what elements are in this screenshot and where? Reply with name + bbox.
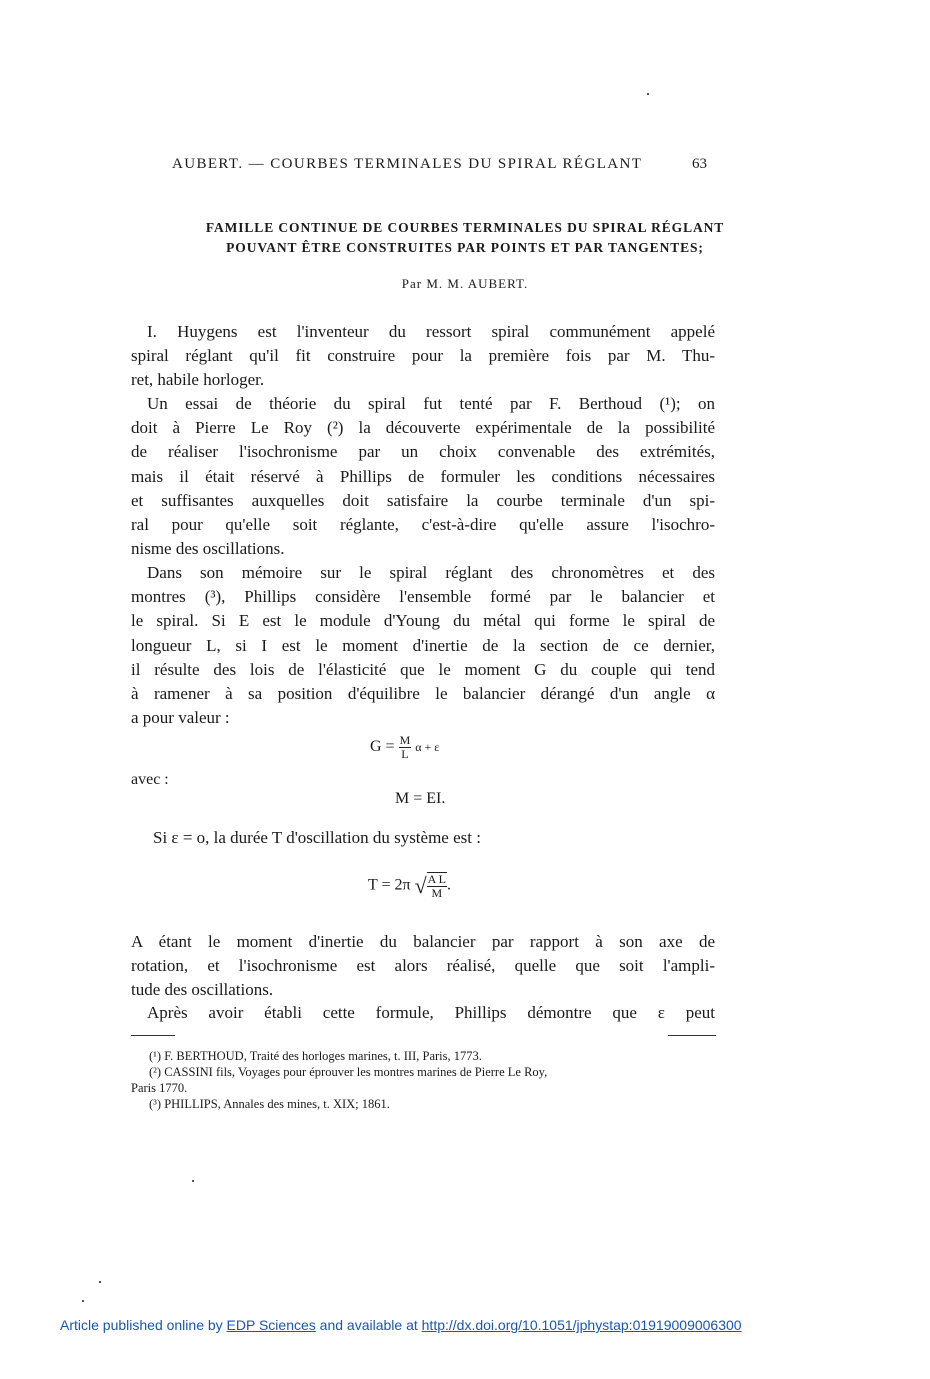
text-line: tude des oscillations. — [131, 980, 274, 1000]
fraction-denominator: L — [401, 747, 409, 761]
formula-g — [370, 734, 439, 761]
fraction-al-over-m — [427, 872, 447, 900]
footnote-3: (³) PHILLIPS, Annales des mines, t. XIX; 1861. — [149, 1097, 390, 1111]
footer-prefix: Article published online by — [60, 1317, 223, 1333]
text-line: Après avoir établi cette formule, Phillips démontre que ε peut — [147, 1003, 715, 1022]
sentence-si: Si ε = o, la durée T d'oscillation du système est : — [153, 828, 481, 847]
text-line: spiral réglant qu'il fit construire pour la première fois par M. Thu- — [131, 346, 715, 366]
text-line: longueur L, si I est le moment d'inertie de la section de ce dernier, — [131, 635, 715, 655]
text-line: mais il était réservé à Phillips de formuler les conditions nécessaires — [131, 466, 715, 486]
fraction-denominator: M — [431, 886, 443, 900]
avec-label: avec : — [131, 771, 169, 788]
formula-m: M = EI. — [395, 790, 446, 807]
text-line: I. Huygens est l'inventeur du ressort spiral communément appelé — [147, 322, 715, 341]
footnote-rule-right — [668, 1035, 716, 1036]
footnote-1: (¹) F. BERTHOUD, Traité des horloges marines, t. III, Paris, 1773. — [149, 1049, 482, 1063]
paragraph-1 — [131, 320, 715, 393]
text-line: A étant le moment d'inertie du balancier par rapport à son axe de — [131, 932, 715, 951]
publication-footer — [60, 1317, 742, 1333]
running-header: AUBERT. — COURBES TERMINALES DU SPIRAL RÉGLANT — [172, 156, 643, 172]
text-line: ret, habile horloger. — [131, 370, 265, 390]
publisher-link[interactable]: EDP Sciences — [226, 1317, 316, 1333]
scan-speck — [647, 93, 649, 95]
fraction-numerator: A L — [427, 872, 447, 886]
paragraph-4 — [131, 930, 715, 1003]
text-line: doit à Pierre Le Roy (²) la découverte expérimentale de la possibilité — [131, 418, 715, 438]
text-line: et suffisantes auxquelles doit satisfaire la courbe terminale d'un spi- — [131, 490, 715, 510]
text-line: Dans son mémoire sur le spiral réglant des chronomètres et des — [147, 563, 715, 582]
page-number: 63 — [692, 156, 707, 172]
scan-speck — [192, 1180, 194, 1182]
doi-link[interactable]: http://dx.doi.org/10.1051/jphystap:01919009006300 — [421, 1317, 742, 1333]
formula-rhs: α + ε — [415, 740, 440, 755]
sqrt-icon: √ — [414, 873, 427, 898]
text-line: nisme des oscillations. — [131, 539, 285, 559]
article-title-line-2: POUVANT ÊTRE CONSTRUITES PAR POINTS ET PAR TANGENTES; — [226, 240, 704, 255]
fraction-m-over-l — [399, 734, 412, 761]
formula-lhs: T = 2π — [368, 876, 411, 894]
formula-lhs: G = — [370, 738, 395, 756]
formula-t — [368, 872, 451, 900]
article-author: Par M. M. AUBERT. — [401, 276, 529, 291]
text-line: il résulte des lois de l'élasticité que le moment G du couple qui tend — [131, 659, 715, 679]
text-line: rotation, et l'isochronisme est alors réalisé, quelle que soit l'ampli- — [131, 956, 715, 976]
footnotes — [131, 1048, 721, 1112]
article-title-line-1: FAMILLE CONTINUE DE COURBES TERMINALES DU SPIRAL RÉGLANT — [205, 220, 725, 235]
footer-middle: and available at — [319, 1317, 418, 1333]
text-line: le spiral. Si E est le module d'Young du métal qui forme le spiral de — [131, 611, 715, 631]
paragraph-2 — [131, 392, 715, 561]
fraction-numerator: M — [399, 733, 411, 747]
text-line: de réaliser l'isochronisme par un choix convenable des extrémités, — [131, 442, 715, 462]
paragraph-5 — [131, 1001, 715, 1025]
paragraph-3 — [131, 561, 715, 730]
formula-end: . — [447, 876, 452, 894]
text-line: à ramener à sa position d'équilibre le balancier dérangé d'un angle α — [131, 683, 715, 703]
text-line: Un essai de théorie du spiral fut tenté par F. Berthoud (¹); on — [147, 394, 715, 413]
scan-speck — [99, 1281, 101, 1283]
text-line: ral pour qu'elle soit réglante, c'est-à-dire qu'elle assure l'isochro- — [131, 514, 715, 534]
footnote-rule-left — [131, 1035, 175, 1036]
scan-speck — [82, 1300, 84, 1302]
text-line: montres (³), Phillips considère l'ensemble formé par le balancier et — [131, 587, 715, 607]
footnote-2-continued: Paris 1770. — [131, 1081, 188, 1095]
footnote-2: (²) CASSINI fils, Voyages pour éprouver les montres marines de Pierre Le Roy, — [149, 1065, 548, 1079]
text-line: a pour valeur : — [131, 708, 230, 728]
